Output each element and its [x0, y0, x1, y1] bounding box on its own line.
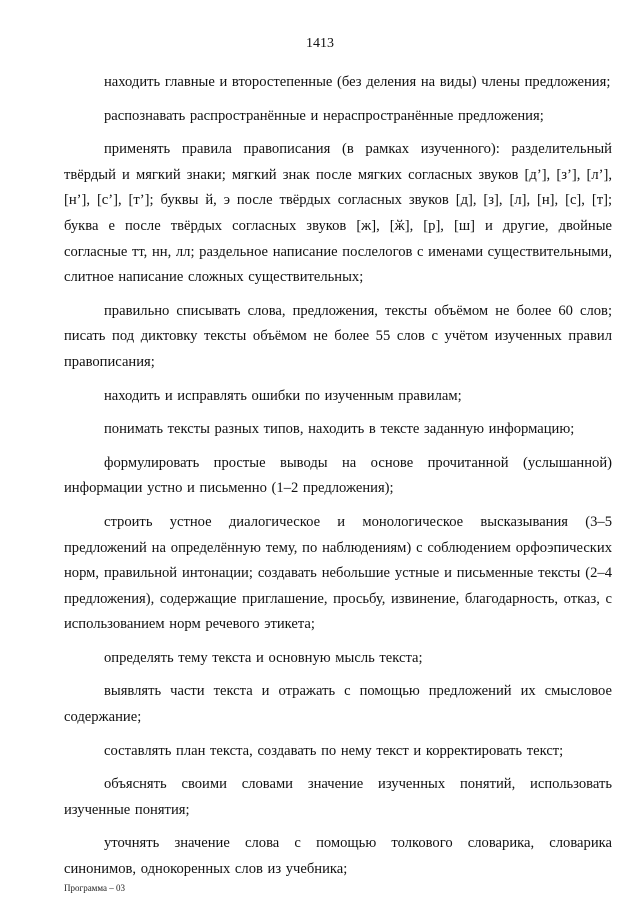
list-item: формулировать простые выводы на основе прочитанной (услышанной) информации устно и письменно (1–2 предложения); — [64, 454, 612, 497]
list-item: строить устное диалогическое и монологическое высказывания (3–5 предложений на определённую тему, по наблюдениям) с соблюдением орфоэпических норм, правильной интонации; создавать небольшие устные и письменные тексты (2–4 предложения), содержащие приглашение, просьбу, извинение, благодарность, отказ, с использованием норм речевого этикета; — [64, 513, 612, 633]
footer-program-label: Программа – 03 — [64, 883, 126, 893]
list-item: объяснять своими словами значение изученных понятий, использовать изученные понятия; — [64, 776, 612, 818]
list-item: уточнять значение слова с помощью толкового словарика, словарика синонимов, однокоренных слов из учебника; — [64, 835, 612, 878]
list-item: определять тему текста и основную мысль текста; — [104, 649, 423, 666]
page-number: 1413 — [306, 36, 334, 51]
list-item: правильно списывать слова, предложения, тексты объёмом не более 60 слов; писать под диктовку тексты объёмом не более 55 слов с учётом изученных правил правописания; — [64, 302, 612, 370]
list-item: распознавать распространённые и нераспространённые предложения; — [104, 107, 544, 124]
list-item: понимать тексты разных типов, находить в тексте заданную информацию; — [104, 421, 575, 438]
document-body — [64, 70, 612, 891]
list-item: применять правила правописания (в рамках изученного): разделительный твёрдый и мягкий знаки; мягкий знак после мягких согласных звуков [д’], [з’], [л’], [н’], [с’], [т’]; буквы й, э после твёрдых согласных звуков [д], [з], [л], [н], [с], [т]; буква е после твёрдых согласных звуков [ж], [ӂ], [р], [ш] и другие, двойные согласные тт, нн, лл; раздельное написание послелогов с именами существительными, слитное написание сложных существительных; — [64, 141, 612, 286]
list-item: находить и исправлять ошибки по изученным правилам; — [104, 387, 462, 404]
list-item: составлять план текста, создавать по нему текст и корректировать текст; — [104, 742, 564, 759]
list-item: выявлять части текста и отражать с помощью предложений их смысловое содержание; — [64, 683, 612, 726]
list-item: находить главные и второстепенные (без деления на виды) члены предложения; — [104, 74, 611, 90]
